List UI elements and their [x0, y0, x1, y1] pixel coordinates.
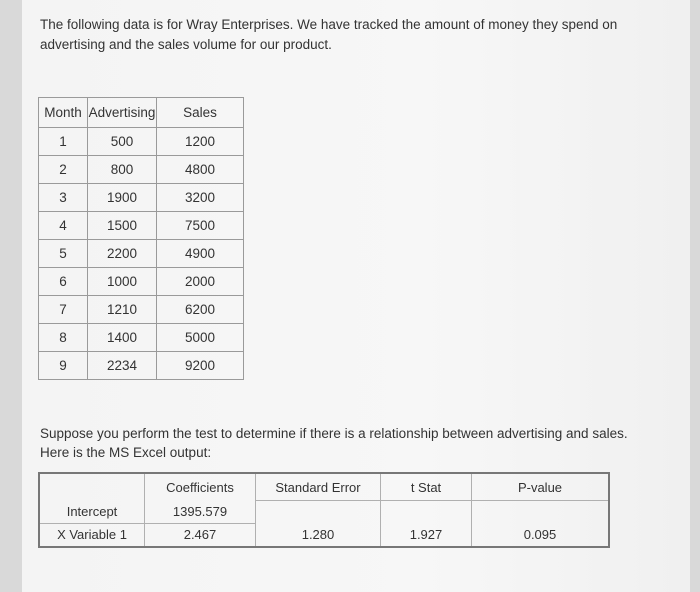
advertising-cell: 1900	[88, 184, 157, 212]
header-coefficients: Coefficients	[145, 473, 256, 501]
intro-line-1: The following data is for Wray Enterprises. We have tracked the amount of money they spend on	[40, 17, 618, 32]
intercept-p-value	[472, 501, 610, 524]
advertising-cell: 1000	[88, 268, 157, 296]
header-month: Month	[39, 98, 88, 128]
excel-header-blank	[39, 473, 145, 501]
header-t-stat: t Stat	[381, 473, 472, 501]
month-cell: 6	[39, 268, 88, 296]
month-cell: 8	[39, 324, 88, 352]
x-variable-row	[39, 523, 609, 547]
header-standard-error: Standard Error	[256, 473, 381, 501]
intercept-row	[39, 501, 609, 524]
table-row	[39, 212, 244, 240]
x-variable-coefficient: 2.467	[145, 523, 256, 547]
sales-cell: 4900	[157, 240, 244, 268]
month-cell: 5	[39, 240, 88, 268]
x-variable-label: X Variable 1	[39, 523, 145, 547]
month-cell: 1	[39, 128, 88, 156]
table-row	[39, 324, 244, 352]
month-cell: 2	[39, 156, 88, 184]
sales-cell: 1200	[157, 128, 244, 156]
table-row	[39, 296, 244, 324]
advertising-cell: 1210	[88, 296, 157, 324]
intercept-standard-error	[256, 501, 381, 524]
intro-paragraph	[40, 15, 640, 55]
question-paragraph	[40, 424, 640, 462]
excel-header-row	[39, 473, 609, 501]
intercept-coefficient: 1395.579	[145, 501, 256, 524]
x-variable-t-stat: 1.927	[381, 523, 472, 547]
advertising-sales-table	[38, 97, 244, 380]
sales-cell: 7500	[157, 212, 244, 240]
advertising-cell: 2200	[88, 240, 157, 268]
sales-cell: 3200	[157, 184, 244, 212]
advertising-cell: 800	[88, 156, 157, 184]
intro-line-2: advertising and the sales volume for our product.	[40, 37, 332, 52]
sales-cell: 9200	[157, 352, 244, 380]
table-row	[39, 128, 244, 156]
table-row	[39, 156, 244, 184]
month-cell: 3	[39, 184, 88, 212]
month-cell: 9	[39, 352, 88, 380]
table-row	[39, 240, 244, 268]
question-line-2: Here is the MS Excel output:	[40, 445, 212, 460]
advertising-cell: 500	[88, 128, 157, 156]
intercept-t-stat	[381, 501, 472, 524]
sales-cell: 4800	[157, 156, 244, 184]
sales-cell: 6200	[157, 296, 244, 324]
header-advertising: Advertising	[88, 98, 157, 128]
advertising-cell: 2234	[88, 352, 157, 380]
table-row	[39, 184, 244, 212]
sales-cell: 2000	[157, 268, 244, 296]
header-p-value: P-value	[472, 473, 610, 501]
excel-output-table	[38, 472, 610, 548]
sales-cell: 5000	[157, 324, 244, 352]
table-row	[39, 268, 244, 296]
header-sales: Sales	[157, 98, 244, 128]
month-cell: 7	[39, 296, 88, 324]
table-row	[39, 352, 244, 380]
table-header-row	[39, 98, 244, 128]
x-variable-p-value: 0.095	[472, 523, 610, 547]
x-variable-standard-error: 1.280	[256, 523, 381, 547]
question-line-1: Suppose you perform the test to determine if there is a relationship between advertising and sales.	[40, 426, 628, 441]
month-cell: 4	[39, 212, 88, 240]
intercept-label: Intercept	[39, 501, 145, 524]
advertising-cell: 1500	[88, 212, 157, 240]
advertising-cell: 1400	[88, 324, 157, 352]
